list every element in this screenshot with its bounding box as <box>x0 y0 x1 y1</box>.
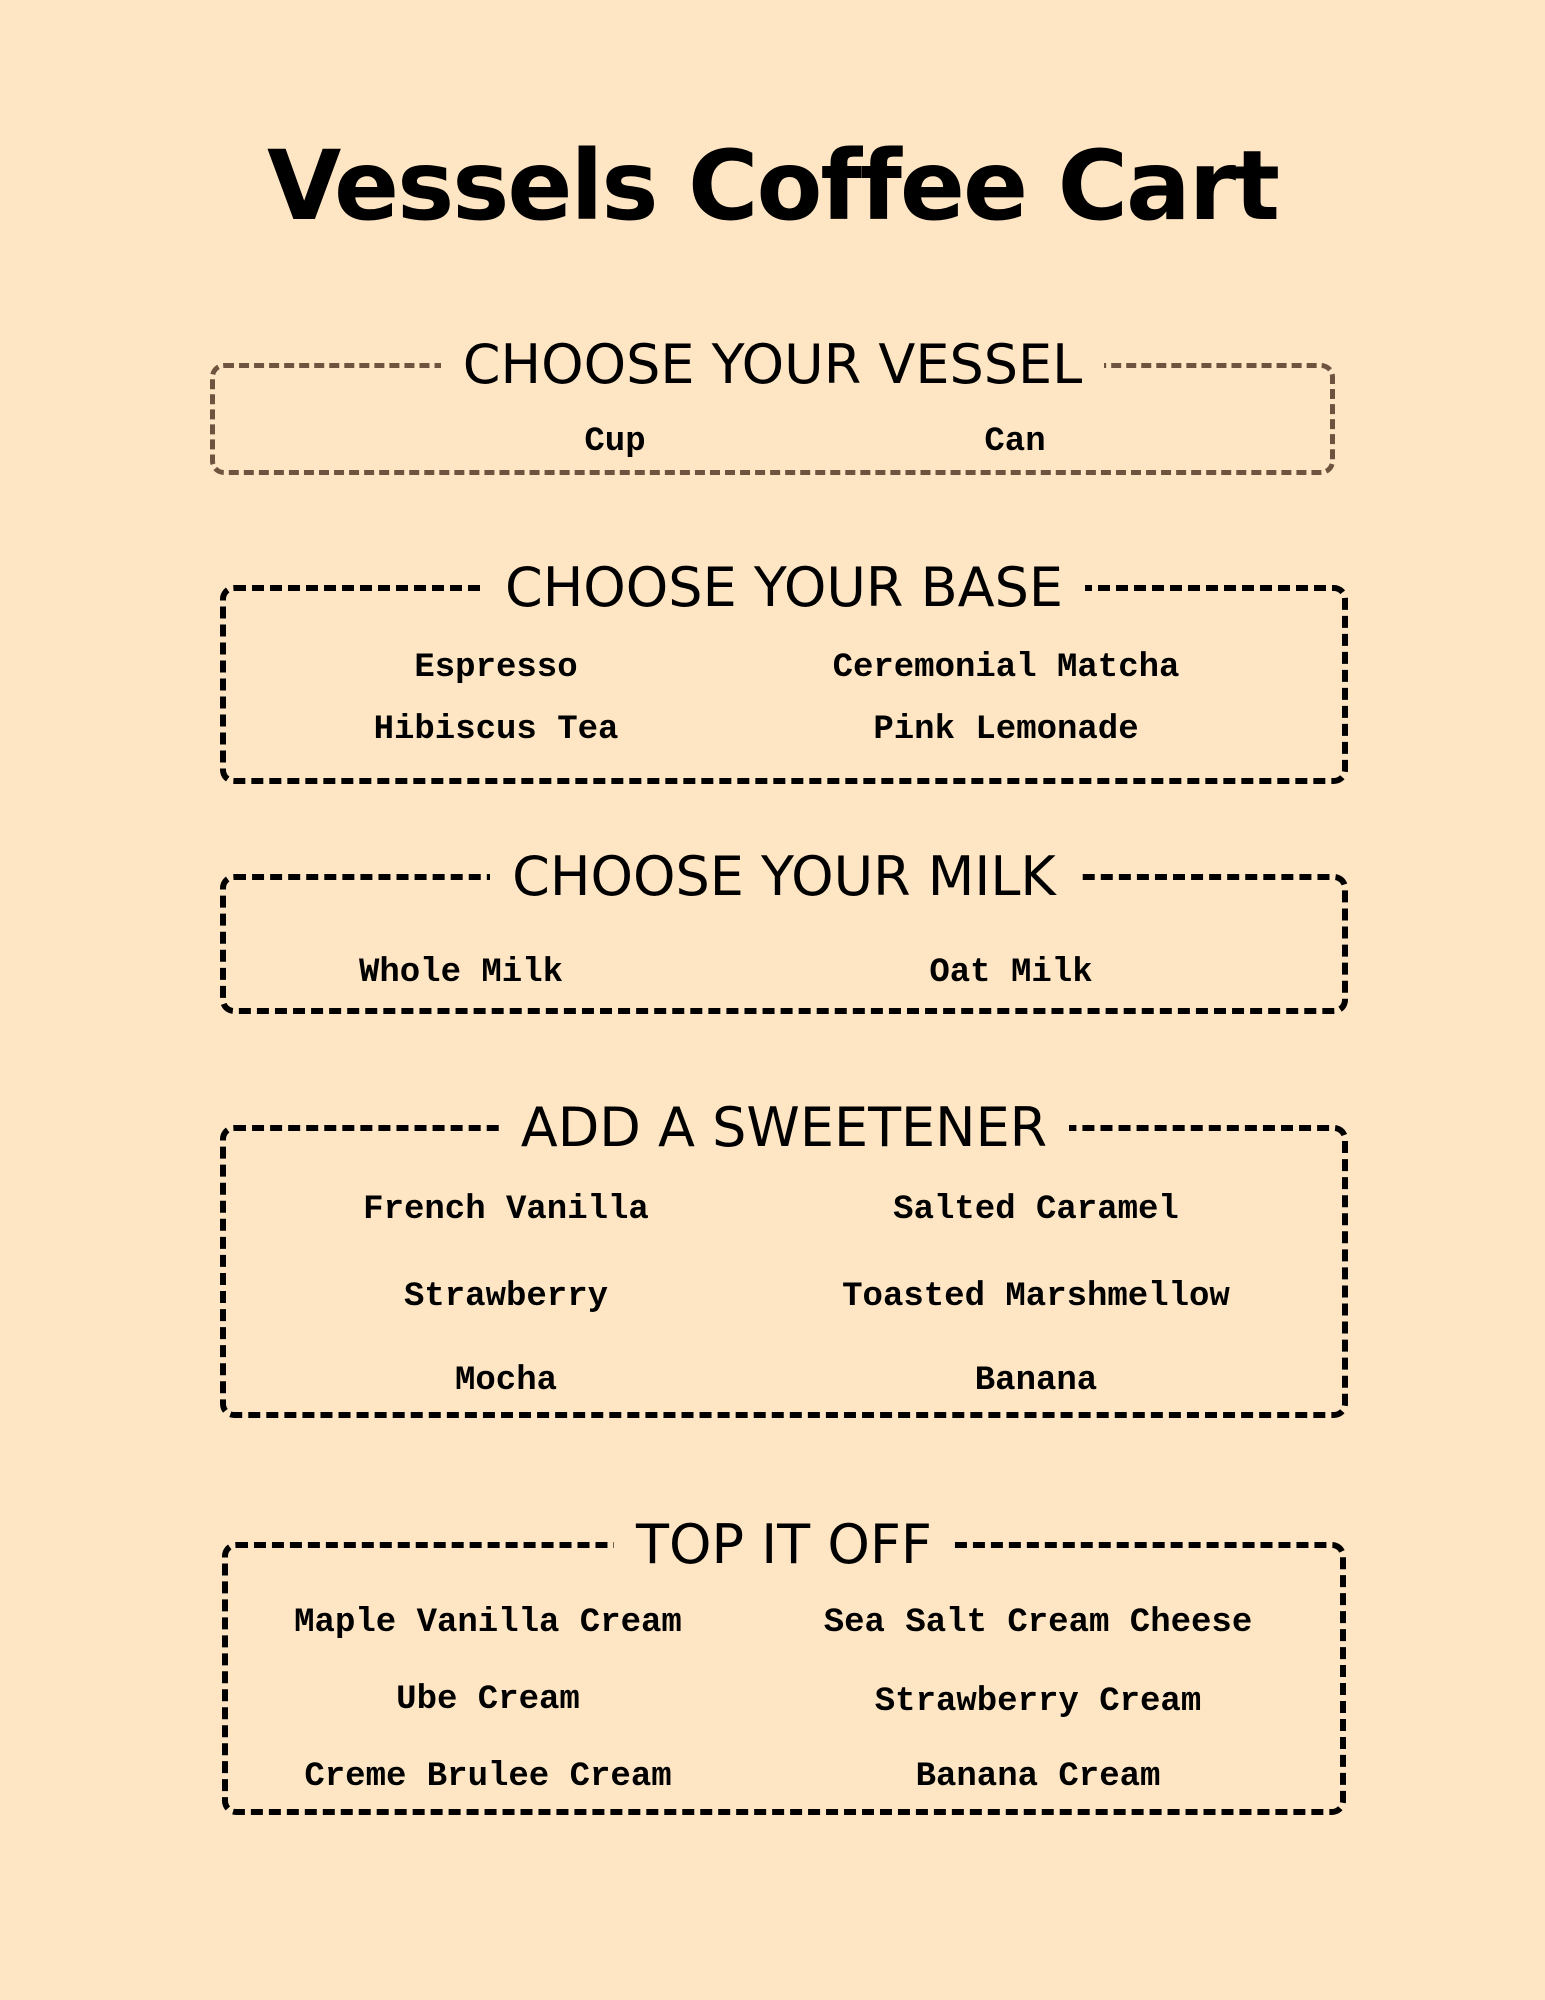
option-cup: Cup <box>584 423 646 461</box>
section-heading-milk: CHOOSE YOUR MILK <box>490 850 1078 904</box>
section-heading-base: CHOOSE YOUR BASE <box>483 561 1085 615</box>
option-salted-caramel: Salted Caramel <box>893 1191 1179 1229</box>
section-heading-vessel: CHOOSE YOUR VESSEL <box>441 338 1104 392</box>
option-can: Can <box>984 423 1046 461</box>
option-espresso: Espresso <box>414 649 578 687</box>
option-hibiscus-tea: Hibiscus Tea <box>373 711 619 749</box>
option-french-vanilla: French Vanilla <box>363 1191 649 1229</box>
option-sea-salt-cream-cheese: Sea Salt Cream Cheese <box>823 1604 1253 1642</box>
option-banana-cream: Banana Cream <box>915 1758 1161 1796</box>
section-heading-toppings: TOP IT OFF <box>614 1518 954 1572</box>
option-ube-cream: Ube Cream <box>396 1681 580 1719</box>
option-banana: Banana <box>974 1362 1098 1400</box>
section-milk <box>220 845 1348 1014</box>
section-heading-sweetener: ADD A SWEETENER <box>499 1101 1069 1155</box>
option-strawberry-cream: Strawberry Cream <box>874 1683 1202 1721</box>
option-whole-milk: Whole Milk <box>358 954 564 992</box>
option-creme-brulee-cream: Creme Brulee Cream <box>304 1758 672 1796</box>
menu-title: Vessels Coffee Cart <box>266 130 1279 242</box>
section-toppings <box>222 1513 1346 1815</box>
option-mocha: Mocha <box>454 1362 558 1400</box>
option-pink-lemonade: Pink Lemonade <box>873 711 1139 749</box>
section-vessel <box>210 333 1335 475</box>
option-ceremonial-matcha: Ceremonial Matcha <box>832 649 1180 687</box>
option-toasted-marshmellow: Toasted Marshmellow <box>842 1278 1230 1316</box>
section-base <box>220 556 1348 784</box>
option-maple-vanilla-cream: Maple Vanilla Cream <box>294 1604 682 1642</box>
option-strawberry: Strawberry <box>403 1278 609 1316</box>
option-oat-milk: Oat Milk <box>929 954 1093 992</box>
section-sweetener <box>220 1096 1348 1418</box>
